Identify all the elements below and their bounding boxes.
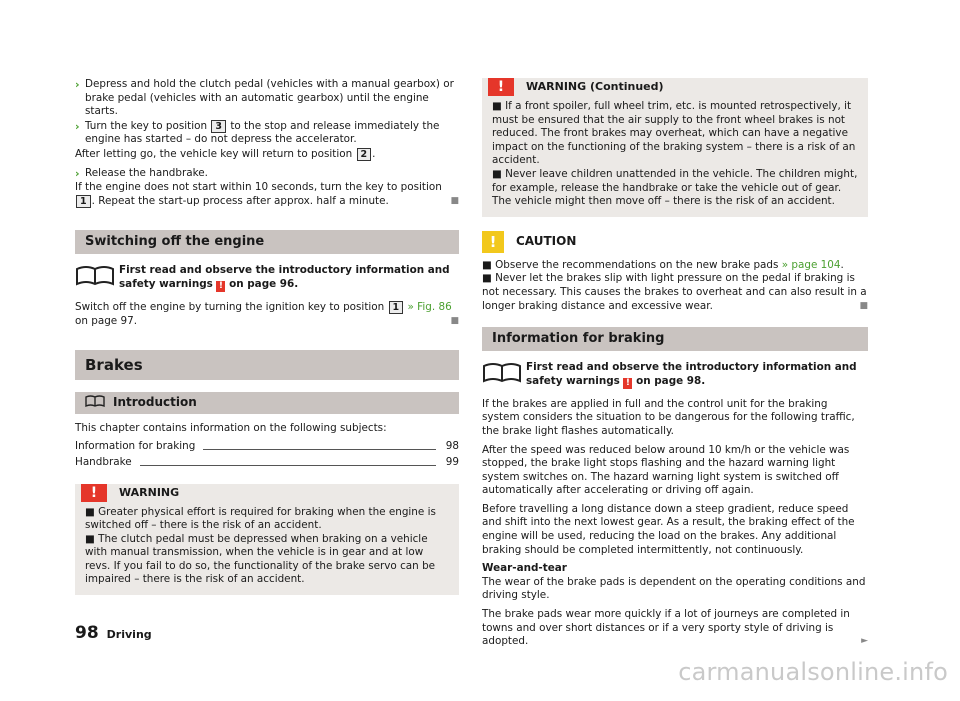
warning-item: ■ If a front spoiler, full wheel trim, etc. is mounted retrospectively, it must be ensured that the air supply to the front wheel brakes is not reduced. The front brakes may overheat, which can have a negative impact on the functioning of the braking system – there is a risk of an accident. — [492, 100, 856, 167]
step-turn-key — [75, 120, 459, 147]
text-part: on page 96. — [229, 277, 299, 290]
paragraph: The wear of the brake pads is dependent on the operating conditions and driving style. — [482, 575, 866, 602]
paragraph-after-letting-go — [75, 148, 459, 162]
subheading-text: Introduction — [113, 395, 197, 410]
footer-section-title: Driving — [106, 628, 152, 641]
warning-item: ■ The clutch pedal must be depressed when braking on a vehicle with manual transmission, when the vehicle is in gear and at low revs. If you fail to do so, the functionality of the brake servo can be impaired – there is the risk of an accident. — [85, 532, 436, 586]
section-heading-information-for-braking: Information for braking — [482, 327, 868, 351]
position-label: 2 — [357, 148, 372, 161]
paragraph-not-start — [75, 181, 459, 208]
step-text: Depress and hold the clutch pedal (vehicles with a manual gearbox) or brake pedal (vehicles with an automatic gearbox) until the engine starts. — [85, 78, 454, 118]
chevron-icon: › — [75, 166, 80, 180]
toc-label: Information for braking — [75, 440, 196, 453]
left-column — [75, 78, 459, 595]
right-column — [482, 78, 868, 654]
page-number: 98 — [75, 623, 99, 643]
read-first-text — [526, 361, 868, 389]
toc-page: 99 — [445, 455, 459, 468]
page-reference-link[interactable]: » page 104 — [781, 258, 841, 271]
step-release-handbrake — [75, 167, 459, 181]
text-part: . Repeat the start-up process after approx. half a minute. — [91, 194, 389, 207]
warning-mini-icon: ! — [623, 378, 632, 389]
text-part: If the engine does not start within 10 seconds, turn the key to position — [75, 181, 442, 194]
position-label: 1 — [389, 301, 404, 314]
warning-mini-icon: ! — [216, 281, 225, 292]
paragraph: If the brakes are applied in full and the control unit for the braking system considers the situation to be dangerous for the following traffic, the brake light flashes automatically. — [482, 397, 855, 437]
figure-reference-link[interactable]: » Fig. 86 — [407, 300, 452, 313]
step-clutch — [75, 78, 459, 119]
text-part: Switch off the engine by turning the ignition key to position — [75, 300, 385, 313]
position-label: 1 — [76, 195, 91, 208]
wear-heading: Wear-and-tear — [482, 562, 567, 575]
end-mark-icon: ■ — [450, 195, 459, 206]
step-text-part: to the stop and release immediately the engine has started – do not depress the accelerator. — [85, 119, 440, 146]
toc-label: Handbrake — [75, 455, 132, 468]
text-part: First read and observe the introductory information and safety warnings — [119, 264, 450, 290]
toc-row[interactable] — [75, 440, 459, 454]
paragraph: Before travelling a long distance down a steep gradient, reduce speed and shift into the next lowest gear. As a result, the braking effect of the engine will be used, reducing the load on the brakes. Any additional braking should be completed intermittently, not continuously. — [482, 502, 855, 556]
warning-box — [75, 484, 459, 596]
warning-continued-box — [482, 78, 868, 217]
end-mark-icon: ■ — [450, 315, 459, 326]
text-part: The brake pads wear more quickly if a lot of journeys are completed in towns and over short distances or if a very sporty style of driving is adopted. — [482, 608, 850, 648]
chapter-heading-brakes: Brakes — [75, 350, 459, 380]
read-first-notice — [482, 361, 868, 389]
text-part: After letting go, the vehicle key will return to position — [75, 147, 353, 160]
subheading-introduction — [75, 392, 459, 414]
warning-item: ■ Never leave children unattended in the vehicle. The children might, for example, release the handbrake or take the vehicle out of gear. The vehicle might then move off – there is the risk of an accident. — [492, 167, 858, 208]
caution-title: CAUTION — [516, 233, 577, 248]
toc-row[interactable] — [75, 456, 459, 470]
toc-leader — [140, 465, 436, 466]
warning-icon: ! — [81, 484, 107, 502]
paragraph: After the speed was reduced below around 10 km/h or the vehicle was stopped, the brake light stops flashing and the hazard warning light system switches on. The hazard warning light system is switched off automatically after accelerating or driving off again. — [482, 443, 850, 497]
book-icon — [85, 395, 105, 411]
caution-icon: ! — [482, 231, 504, 253]
text-part: on page 97. — [75, 314, 138, 327]
text-part: . — [372, 147, 376, 160]
section-heading-switching-off: Switching off the engine — [75, 230, 459, 254]
warning-item: ■ Greater physical effort is required for braking when the engine is switched off – there is the risk of an accident. — [85, 505, 436, 532]
step-text-part: Turn the key to position — [85, 119, 208, 132]
paragraph-switch-off — [75, 301, 459, 328]
warning-icon: ! — [488, 78, 514, 96]
read-first-notice — [75, 264, 459, 292]
caution-item — [482, 272, 868, 313]
continue-arrow-icon: ► — [861, 636, 868, 647]
text-part: ■ Never let the brakes slip with light pressure on the pedal if braking is not necessary. This causes the brakes to overheat and can also result in a longer braking distance and excessive wear. — [482, 272, 867, 312]
book-icon — [482, 361, 526, 389]
warning-box-header — [75, 484, 459, 502]
caution-item — [482, 259, 868, 273]
text-part: First read and observe the introductory information and safety warnings — [526, 361, 857, 387]
text-part: on page 98. — [636, 374, 706, 387]
warning-title: WARNING (Continued) — [526, 80, 664, 94]
warning-title: WARNING — [119, 485, 180, 499]
paragraph — [482, 608, 868, 649]
chevron-icon: › — [75, 119, 80, 133]
watermark: carmanualsonline.info — [678, 658, 948, 686]
warning-body — [482, 96, 868, 209]
text-part: . — [840, 258, 844, 271]
step-text: Release the handbrake. — [85, 166, 208, 179]
step-text — [85, 120, 459, 147]
page-footer — [75, 623, 152, 643]
end-mark-icon: ■ — [859, 300, 868, 311]
position-label: 3 — [211, 120, 226, 133]
intro-text: This chapter contains information on the following subjects: — [75, 421, 387, 434]
toc-leader — [203, 449, 435, 450]
read-first-text — [119, 264, 459, 292]
warning-box-header — [482, 78, 868, 96]
chevron-icon: › — [75, 78, 80, 91]
caution-header — [482, 231, 868, 253]
text-part: ■ Observe the recommendations on the new brake pads — [482, 258, 779, 271]
toc-page: 98 — [445, 440, 459, 453]
book-icon — [75, 264, 119, 292]
warning-body — [75, 502, 459, 588]
